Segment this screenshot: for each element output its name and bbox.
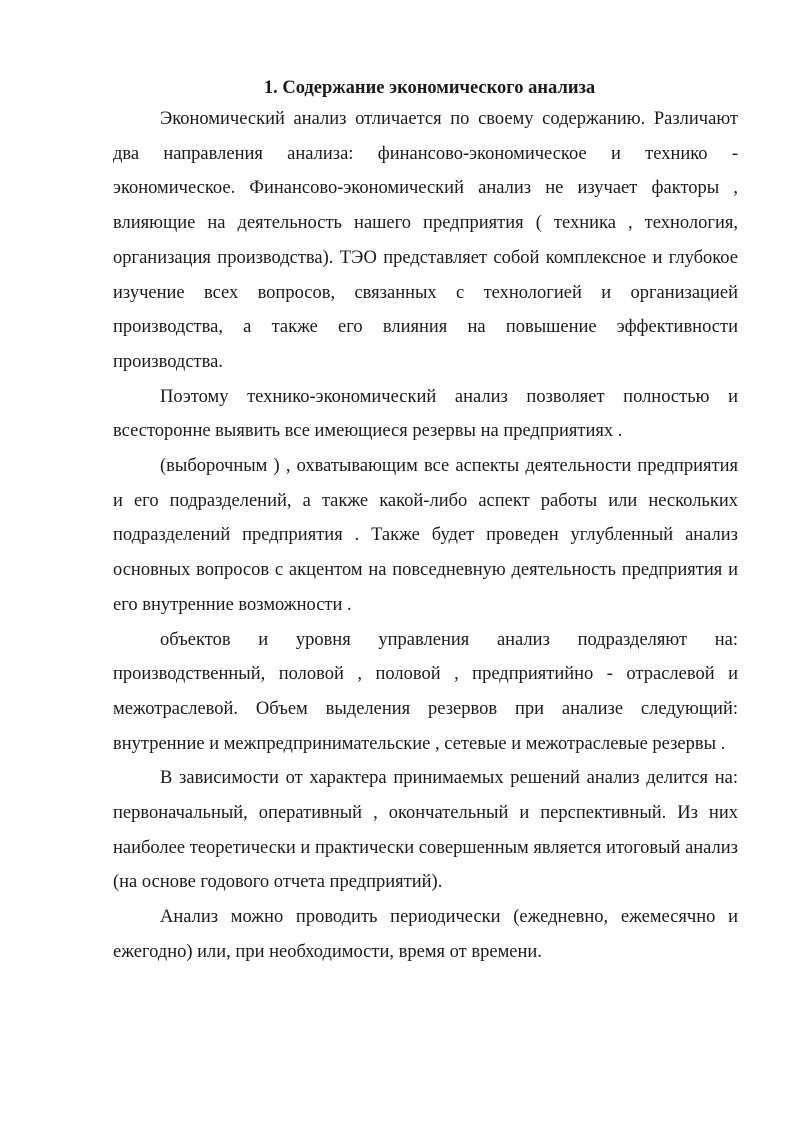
- paragraph-1: Экономический анализ отличается по своему содержанию. Различают два направления анализа: финансово-экономическое и технико - экономическое. Финансово-экономический анализ не изучает факторы , влияющие на деятельность нашего предприятия ( техника , технология, организация производства). ТЭО представляет собой комплексное и глубокое изучение всех вопросов, связанных с технологией и организацией производства, а также его влияния на повышение эффективности производства.: [113, 109, 738, 372]
- page-title: 1. Содержание экономического анализа: [263, 78, 596, 98]
- paragraph-2: Поэтому технико-экономический анализ позволяет полностью и всесторонне выявить все имеющиеся резервы на предприятиях .: [113, 386, 738, 442]
- paragraph-6: Анализ можно проводить периодически (ежедневно, ежемесячно и ежегодно) или, при необходимости, время от времени.: [113, 907, 738, 962]
- paragraph-5: В зависимости от характера принимаемых решений анализ делится на: первоначальный, оперативный , окончательный и перспективный. Из них наиболее теоретически и практически совершенным является итоговый анализ (на основе годового отчета предприятий).: [113, 768, 738, 893]
- paragraph-3: (выборочным ) , охватывающим все аспекты деятельности предприятия и его подразделений, а также какой-либо аспект работы или нескольких подразделений предприятия . Также будет проведен углубленный анализ основных вопросов с акцентом на повседневную деятельность предприятия и его внутренние возможности .: [113, 456, 738, 615]
- document-page: [113, 74, 738, 970]
- paragraph-4: объектов и уровня управления анализ подразделяют на: производственный, половой , половой , предприятийно - отраслевой и межотраслевой. Объем выделения резервов при анализе следующий: внутренние и межпредпринимательские , сетевые и межотраслевые резервы .: [113, 629, 738, 754]
